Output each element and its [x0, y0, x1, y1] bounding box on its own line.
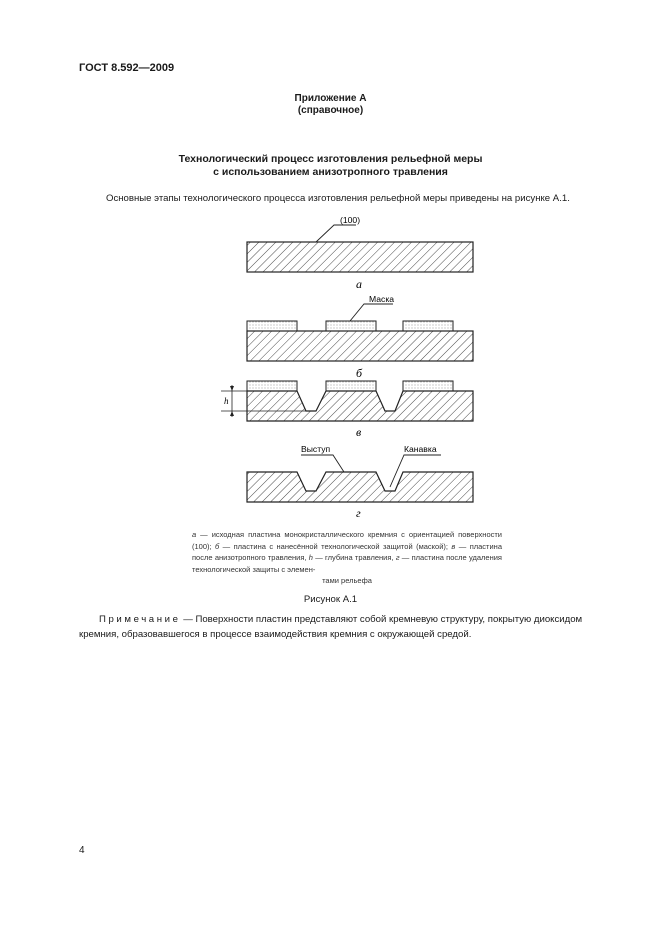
caption-text-a: — исходная пластина монокристаллического кремния с ориентацией поверхности (100);	[192, 530, 502, 551]
stage-b-wafer-with-mask	[247, 304, 473, 361]
stage-v-etched-wafer	[221, 381, 473, 421]
figure-name: Рисунок А.1	[303, 594, 358, 605]
stage-label-v: в	[356, 425, 362, 439]
stage-g-relief-wafer	[247, 455, 473, 502]
document-code: ГОСТ 8.592—2009	[79, 62, 175, 74]
caption-letter-g: г	[395, 553, 400, 562]
stage-label-g: г	[356, 506, 361, 520]
caption-last-line: тами рельефа	[322, 576, 372, 585]
caption-letter-a: а	[192, 530, 197, 539]
stage-label-b: б	[356, 366, 363, 380]
callout-mask: Маска	[369, 294, 395, 304]
note-label: Примечание	[99, 614, 181, 625]
section-title-line-2: с использованием анизотропного травления	[213, 166, 448, 178]
callout-orientation: (100)	[340, 215, 361, 225]
appendix-title: Приложение А	[294, 93, 367, 104]
section-title-line-1: Технологический процесс изготовления рельефной меры	[178, 153, 483, 165]
intro-paragraph: Основные этапы технологического процесса изготовления рельефной меры приведены на рисунке А.1.	[106, 193, 570, 204]
callout-ridge: Выступ	[301, 444, 331, 454]
caption-text-h: — глубина травления,	[312, 553, 396, 562]
note-text: — Поверхности пластин представляют собой кремневую структуру, покрытую диоксидом кремния, образовавшегося в процессе взаимодействия кремния с окружающей средой.	[79, 614, 583, 640]
note-paragraph	[79, 612, 587, 642]
stage-a-wafer	[247, 225, 473, 272]
label-etch-depth: h	[224, 396, 229, 406]
caption-text-v: — пластина после анизотропного травления,	[192, 541, 502, 562]
callout-groove: Канавка	[404, 444, 437, 454]
page-number: 4	[79, 845, 85, 856]
caption-letter-h: h	[308, 553, 313, 562]
stage-label-a: а	[356, 277, 362, 291]
caption-text-g: — пластина после удаления технологической защиты с элемен-	[192, 553, 502, 574]
caption-letter-v: в	[451, 541, 456, 551]
caption-letter-b: б	[215, 541, 220, 551]
figure-caption	[192, 529, 502, 587]
appendix-subtitle: (справочное)	[297, 105, 364, 116]
caption-text-b: — пластина с нанесённой технологической защитой (маской);	[219, 541, 452, 551]
